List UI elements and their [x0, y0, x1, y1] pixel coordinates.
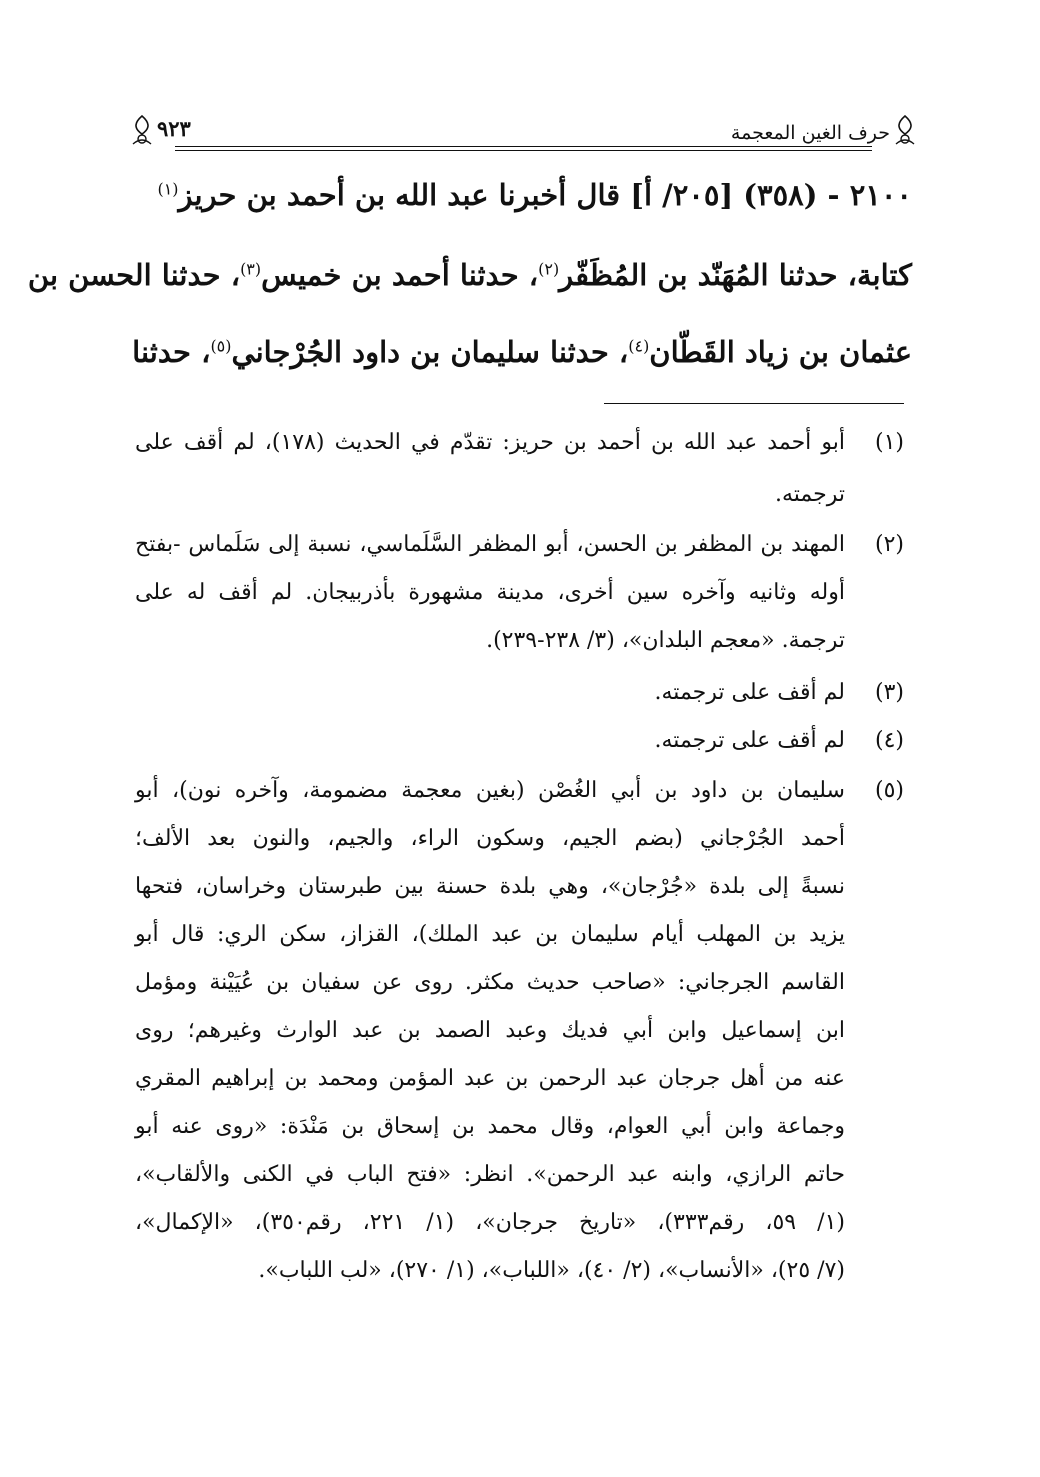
footnote-line: حاتم الرازي، وابنه عبد الرحمن». انظر: «فتح الباب في الكنى والألقاب»، — [135, 1162, 845, 1187]
footnote-line: القاسم الجرجاني: «صاحب حديث مكثر. روى عن سفيان بن عُيَيْنة ومؤمل — [135, 970, 845, 995]
footnote-line: لم أقف على ترجمته. — [654, 680, 845, 705]
footnote-ref[interactable]: (١) — [157, 179, 179, 199]
main-text-segment: عثمان بن زياد القَطّان — [649, 335, 912, 369]
main-text-segment: ، حدثنا الحسن بن — [27, 258, 241, 292]
footnote-number: (٣) — [874, 680, 904, 705]
footnote-line: أحمد الجُرْجاني (بضم الجيم، وسكون الراء، والجيم، والنون بعد الألف؛ — [135, 826, 845, 851]
footnote-line: (١/ ٥٩، رقم٣٣٣)، «تاريخ جرجان»، (١/ ٢٢١، رقم٣٥٠)، «الإكمال»، — [135, 1210, 845, 1235]
main-text-segment: ٢١٠٠ - (٣٥٨) [٢٠٥/ أ] قال أخبرنا عبد الله بن أحمد بن حريز — [178, 178, 912, 212]
footnote-line: نسبةً إلى بلدة «جُرْجان»، وهي بلدة حسنة بين طبرستان وخراسان، فتحها — [135, 874, 845, 899]
running-header — [135, 108, 912, 148]
main-text-segment: ، حدثنا أحمد بن خميس — [261, 258, 539, 292]
footnote-line: ترجمة. «معجم البلدان»، (٣/ ٢٣٨-٢٣٩). — [486, 628, 845, 653]
main-text-segment: كتابة، حدثنا المُهَنّد بن المُظَفّر — [559, 258, 912, 292]
footnote-ref[interactable]: (٣) — [240, 259, 262, 279]
footnote-ref[interactable]: (٢) — [538, 259, 560, 279]
main-text-segment: ، حدثنا سليمان بن داود الجُرْجاني — [231, 335, 629, 369]
ornament-right-icon — [892, 114, 918, 146]
footnote-number: (٤) — [874, 728, 904, 753]
footnote-line: سليمان بن داود بن أبي الغُصْن (بغين معجمة مضمومة، وآخره نون)، أبو — [135, 778, 845, 803]
footnote-line: وجماعة وابن أبي العوام، وقال محمد بن إسحاق بن مَنْدَة: «روى عنه أبو — [135, 1114, 845, 1139]
page-number: ٩٢٣ — [157, 116, 191, 141]
main-text-segment: ، حدثنا — [132, 335, 211, 369]
footnote-line: ترجمته. — [774, 482, 845, 507]
footnote-line: عنه من أهل جرجان عبد الرحمن بن عبد المؤمن ومحمد بن إبراهيم المقري — [135, 1066, 845, 1091]
ornament-left-icon — [129, 114, 155, 146]
main-line — [132, 335, 912, 369]
footnote-number: (١) — [874, 430, 904, 455]
footnote-line: (٧/ ٢٥)، «الأنساب»، (٢/ ٤٠)، «اللباب»، (١/ ٢٧٠)، «لب اللباب». — [258, 1258, 845, 1283]
footnote-line: أوله وثانيه وآخره سين أخرى، مدينة مشهورة بأذربيجان. لم أقف له على — [135, 580, 845, 605]
footnote-line: لم أقف على ترجمته. — [654, 728, 845, 753]
footnote-number: (٥) — [874, 778, 904, 803]
footnote-ref[interactable]: (٤) — [628, 336, 650, 356]
footnote-line: يزيد بن المهلب أيام سليمان بن عبد الملك)، القزاز، سكن الري: قال أبو — [135, 922, 845, 947]
footnote-line: المهند بن المظفر بن الحسن، أبو المظفر السَّلَماسي، نسبة إلى سَلَماس -بفتح — [135, 532, 845, 557]
header-rule — [175, 146, 872, 147]
footnote-ref[interactable]: (٥) — [210, 336, 232, 356]
main-line — [135, 178, 912, 212]
footnote-divider — [604, 403, 904, 404]
main-line — [27, 258, 912, 292]
footnote-line: أبو أحمد عبد الله بن أحمد بن حريز: تقدّم في الحديث (١٧٨)، لم أقف على — [135, 430, 845, 455]
header-rule-thin — [175, 150, 872, 151]
footnote-number: (٢) — [874, 532, 904, 557]
chapter-title: حرف الغين المعجمة — [730, 122, 890, 144]
footnote-line: ابن إسماعيل وابن أبي فديك وعبد الصمد بن عبد الوارث وغيرهم؛ روى — [135, 1018, 845, 1043]
